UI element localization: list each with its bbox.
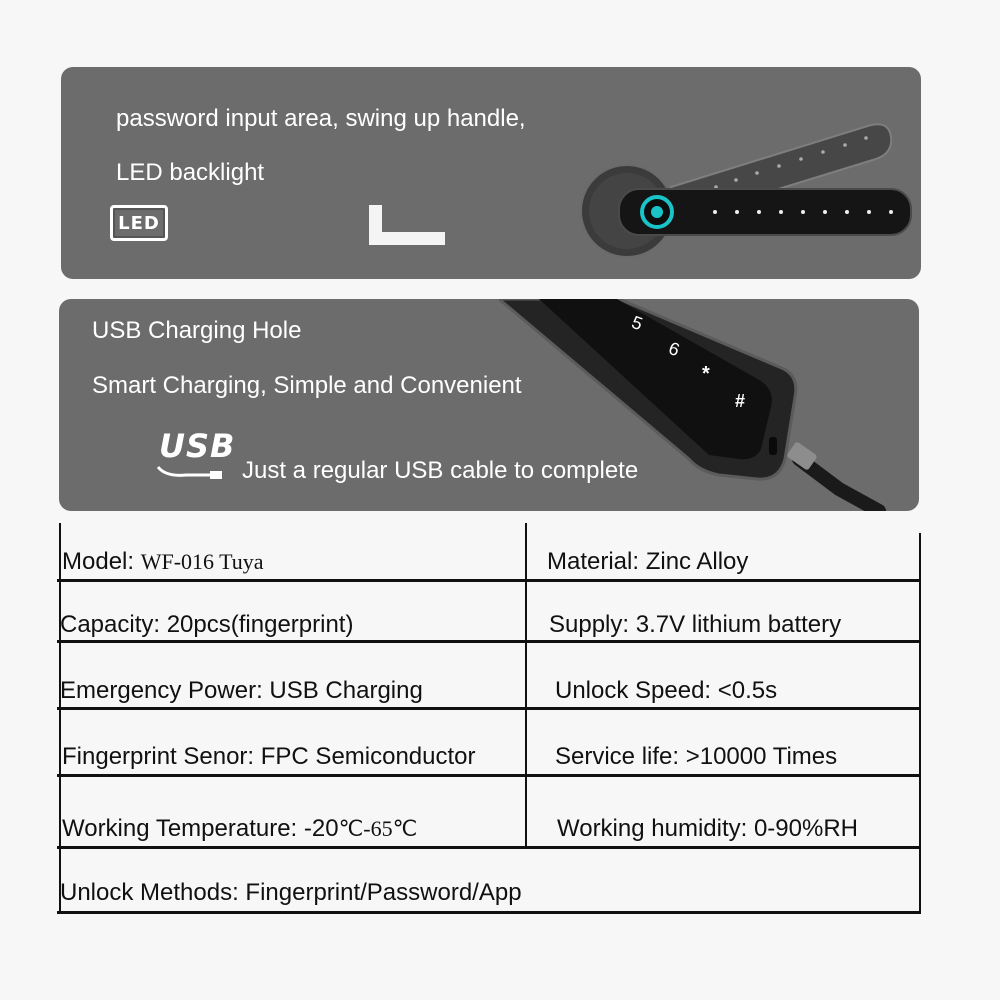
spec-capacity: Capacity: 20pcs(fingerprint) bbox=[60, 611, 354, 638]
table-border-left bbox=[59, 523, 61, 914]
table-divider bbox=[57, 846, 921, 849]
spec-fingerprint-sensor: Fingerprint Senor: FPC Semiconductor bbox=[62, 743, 476, 770]
spec-emergency-power: Emergency Power: USB Charging bbox=[60, 677, 423, 704]
usb-cable-icon bbox=[156, 459, 226, 479]
table-border-right bbox=[919, 533, 921, 914]
led-badge-text: LED bbox=[118, 213, 160, 234]
keypad-key-5: 5 bbox=[629, 311, 646, 335]
keypad-key-star: * bbox=[702, 363, 710, 385]
spec-unlock-speed: Unlock Speed: <0.5s bbox=[555, 677, 778, 704]
usb-feature-panel bbox=[59, 299, 919, 511]
l-shape-icon-base bbox=[369, 232, 445, 245]
led-panel-line1: password input area, swing up handle, bbox=[116, 105, 526, 132]
spec-unlock-methods: Unlock Methods: Fingerprint/Password/App bbox=[60, 879, 522, 906]
table-divider bbox=[57, 579, 921, 582]
led-feature-panel bbox=[61, 67, 921, 279]
usb-panel-line3: Just a regular USB cable to complete bbox=[242, 457, 639, 484]
spec-table bbox=[57, 523, 923, 916]
usb-panel-line1: USB Charging Hole bbox=[92, 317, 302, 344]
table-divider bbox=[57, 640, 921, 643]
lever-handle-lock-image bbox=[571, 107, 921, 277]
usb-panel-line2: Smart Charging, Simple and Convenient bbox=[92, 372, 522, 399]
spec-service-life: Service life: >10000 Times bbox=[555, 743, 838, 770]
keypad-key-hash: # bbox=[735, 391, 746, 411]
usb-logo-icon: USB bbox=[159, 427, 236, 465]
table-divider bbox=[57, 707, 921, 710]
spec-material: Material: Zinc Alloy bbox=[547, 548, 749, 575]
spec-model-value: WF-016 Tuya bbox=[140, 549, 264, 574]
spec-supply: Supply: 3.7V lithium battery bbox=[549, 611, 842, 638]
led-badge-icon bbox=[110, 205, 168, 241]
keypad-key-6: 6 bbox=[666, 337, 683, 361]
spec-working-temperature: Working Temperature: -20℃-65℃ bbox=[62, 815, 418, 842]
spec-working-humidity: Working humidity: 0-90%RH bbox=[557, 815, 858, 842]
table-divider bbox=[57, 774, 921, 777]
table-divider bbox=[57, 911, 921, 914]
spec-model: Model: WF-016 Tuya bbox=[62, 548, 264, 575]
table-column-divider bbox=[525, 523, 527, 849]
led-panel-line2: LED backlight bbox=[116, 159, 265, 186]
